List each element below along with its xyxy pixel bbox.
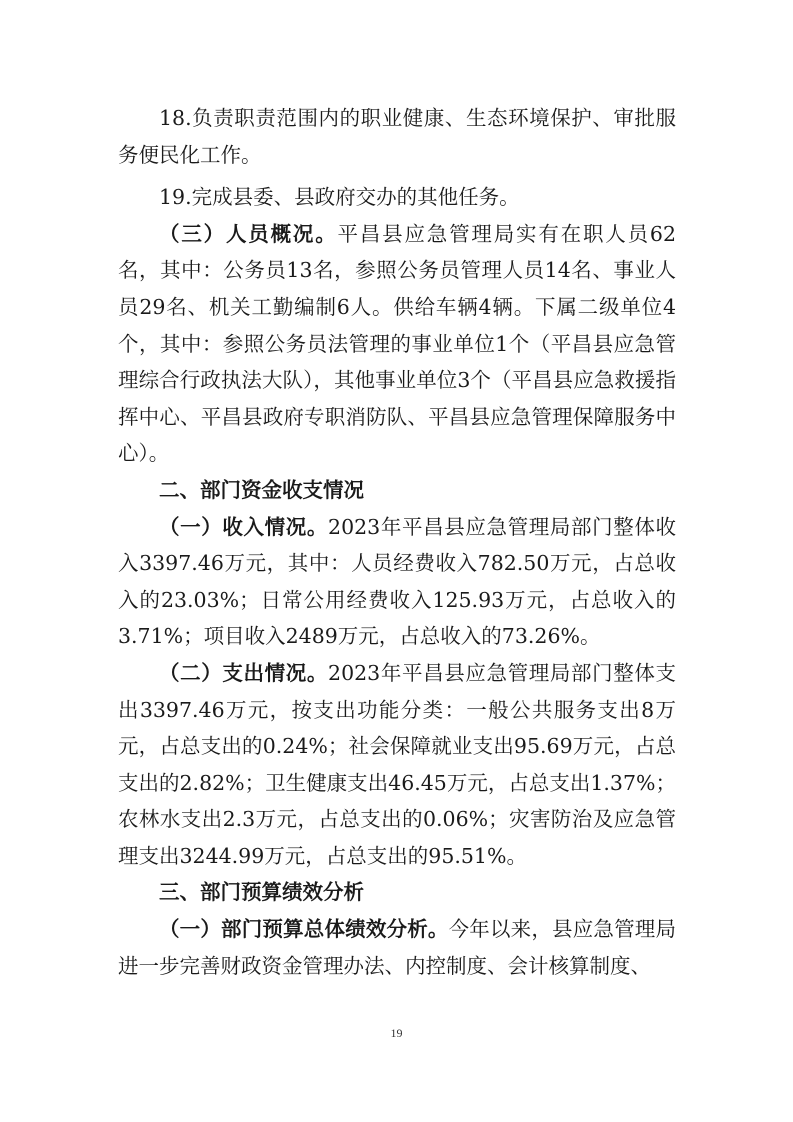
paragraph-item-19 xyxy=(118,179,676,216)
paragraph-expenditure xyxy=(118,655,676,875)
paragraph-text: 2023年平昌县应急管理局部门整体支出3397.46万元，按支出功能分类：一般公共服务支出8万元，占总支出的0.24%；社会保障就业支出95.69万元，占总支出的2.82%；卫生健康支出46.45万元，占总支出1.37%；农林水支出2.3万元，占总支出的0.06%；灾害防治及应急管理支出3244.99万元，占总支出的95.51%。 xyxy=(118,660,677,868)
paragraph-staff-overview xyxy=(118,216,676,472)
document-body xyxy=(118,100,676,984)
paragraph-lead: （一）部门预算总体绩效分析。 xyxy=(159,917,449,942)
page-number: 19 xyxy=(390,1026,403,1040)
section-heading-funds: 二、部门资金收支情况 xyxy=(159,477,364,502)
section-heading-performance: 三、部门预算绩效分析 xyxy=(159,880,364,905)
paragraph-income xyxy=(118,509,676,655)
paragraph-text: 平昌县应急管理局实有在职人员62名，其中：公务员13名，参照公务员管理人员14名、事业人员29名、机关工勤编制6人。供给车辆4辆。下属二级单位4个，其中：参照公务员法管理的事业单位1个（平昌县应急管理综合行政执法大队），其他事业单位3个（平昌县应急救援指挥中心、平昌县政府专职消防队、平昌县应急管理保障服务中心）。 xyxy=(118,221,676,466)
paragraph-text: 19.完成县委、县政府交办的其他任务。 xyxy=(159,185,520,210)
paragraph-lead: （三）人员概况。 xyxy=(159,221,338,246)
paragraph-lead: （二）支出情况。 xyxy=(159,660,329,685)
paragraph-text: 今年以来，县应急管理局进一步完善财政资金管理办法、内控制度、会计核算制度、 xyxy=(118,917,676,978)
paragraph-item-18 xyxy=(118,100,676,173)
paragraph-lead: （一）收入情况。 xyxy=(159,514,329,539)
paragraph-text: 18.负责职责范围内的职业健康、生态环境保护、审批服务便民化工作。 xyxy=(118,106,676,167)
paragraph-text: 2023年平昌县应急管理局部门整体收入3397.46万元，其中：人员经费收入782.50万元，占总收入的23.03%；日常公用经费收入125.93万元，占总收入的3.71%；项目收入2489万元，占总收入的73.26%。 xyxy=(118,514,677,649)
paragraph-overall-performance xyxy=(118,911,676,984)
